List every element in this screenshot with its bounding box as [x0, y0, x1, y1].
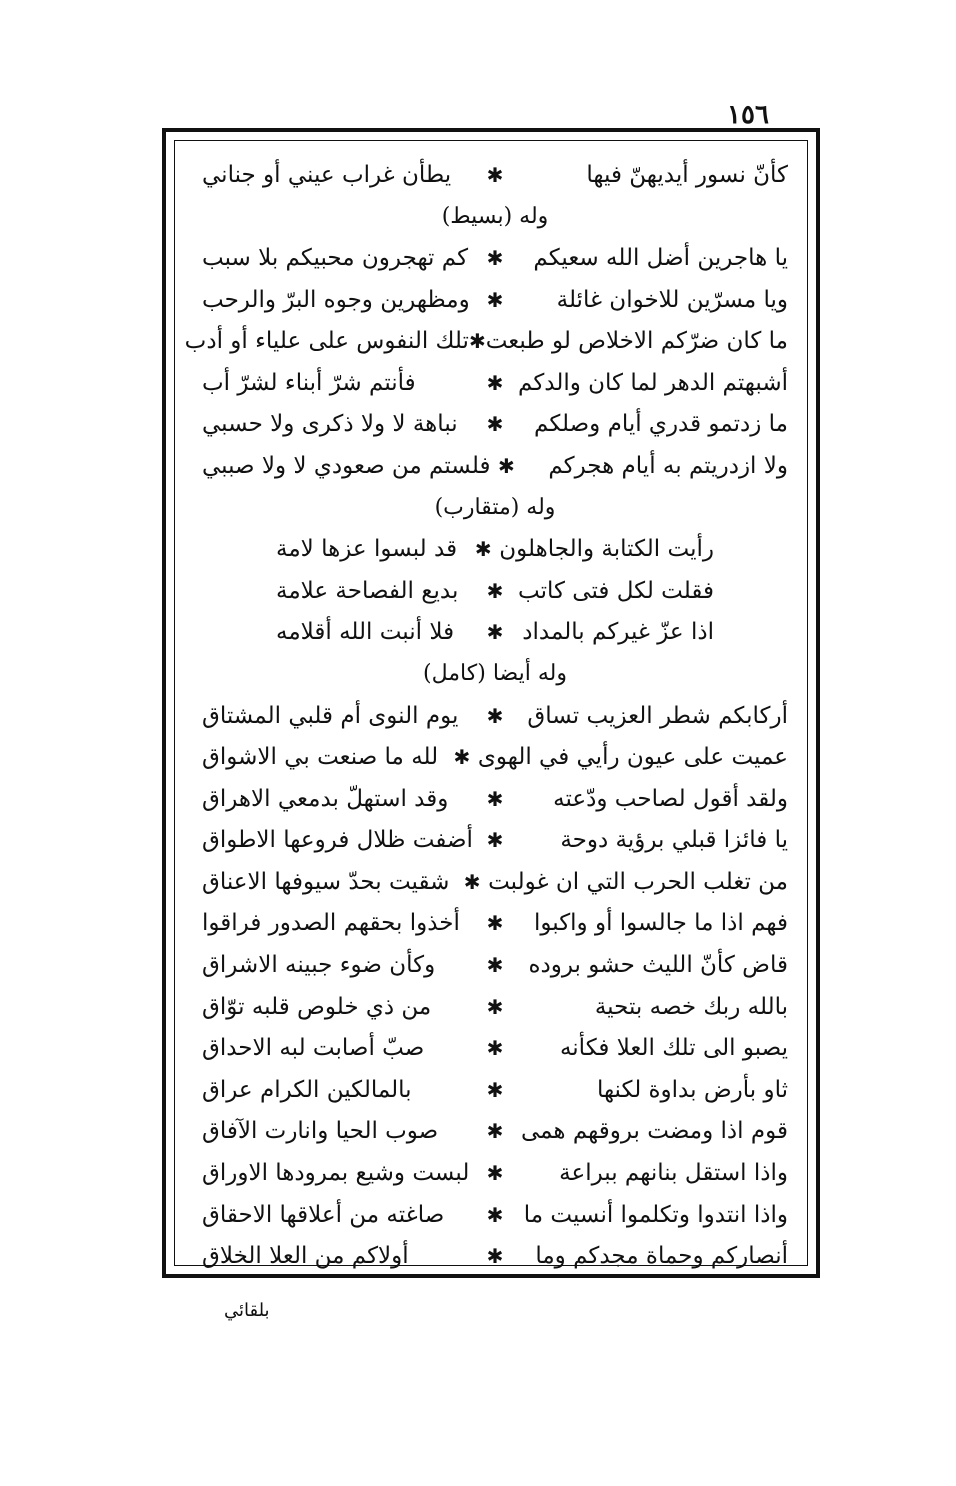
- verse-line: [202, 1235, 788, 1277]
- second-hemistich: صبّ أصابت لبه الاحداق: [202, 1035, 425, 1062]
- first-hemistich: فهم اذا ما جالسوا أو واكبوا: [534, 910, 788, 937]
- verse-line: [202, 570, 788, 612]
- second-hemistich: أضفت ظلال فروعها الاطواق: [202, 827, 473, 854]
- verse-line: [202, 154, 788, 196]
- first-hemistich: من تغلب الحرب التي ان غولبت: [488, 868, 788, 895]
- catchword: بلقائي: [224, 1300, 270, 1321]
- asterisk-separator: ✱: [486, 412, 504, 437]
- verse-line: [202, 944, 788, 986]
- asterisk-separator: ✱: [486, 162, 504, 187]
- first-hemistich: قاض كأنّ الليث حشو بروده: [528, 952, 788, 979]
- asterisk-separator: ✱: [463, 869, 481, 894]
- verse-line: [202, 612, 788, 654]
- second-hemistich: ومظهرين وجوه البرّ والرحب: [202, 286, 470, 313]
- first-hemistich: قوم اذا ومضت بروقهم همى: [520, 1118, 788, 1145]
- second-hemistich: فلا أنبت الله أقلامه: [276, 619, 455, 646]
- first-hemistich: ثاو بأرض بداوة لكنها: [596, 1076, 788, 1103]
- second-hemistich: بديع الفصاحة علامة: [276, 577, 459, 604]
- second-hemistich: قد لبسوا عزها لامة: [276, 536, 458, 563]
- asterisk-separator: ✱: [486, 1244, 504, 1269]
- asterisk-separator: ✱: [468, 329, 486, 354]
- asterisk-separator: ✱: [486, 703, 504, 728]
- second-hemistich: وكأن ضوء جبينه الاشراق: [202, 952, 436, 979]
- asterisk-separator: ✱: [453, 745, 471, 770]
- verse-line: [184, 320, 788, 362]
- asterisk-separator: ✱: [498, 453, 515, 478]
- first-hemistich: أنصاركم وحماة مجدكم وما: [535, 1243, 788, 1270]
- verse-line: [202, 695, 788, 737]
- asterisk-separator: ✱: [486, 1202, 504, 1227]
- first-hemistich: رأيت الكتابة والجاهلون: [499, 536, 714, 563]
- verse-line: [202, 1152, 788, 1194]
- second-hemistich: من ذي خلوص قلبه توّاق: [202, 993, 432, 1020]
- verse-line: [202, 1069, 788, 1111]
- first-hemistich: ما زدتمو قدري أيام وصلكم: [534, 411, 788, 438]
- second-hemistich: لبست وشيع بمرودها الاوراق: [202, 1160, 470, 1187]
- first-hemistich: واذا استقل بنانهم ببراعة: [559, 1160, 788, 1187]
- verse-line: [202, 778, 788, 820]
- second-hemistich: شقيت بحدّ سيوفها الاعناق: [202, 868, 450, 895]
- second-hemistich: تلك النفوس على علياء أو أدب: [184, 328, 469, 355]
- asterisk-separator: ✱: [486, 1077, 504, 1102]
- first-hemistich: عميت على عيون رأيي في الهوى: [477, 744, 788, 771]
- asterisk-separator: ✱: [486, 287, 504, 312]
- page-number: ١٥٦: [727, 100, 769, 130]
- second-hemistich: فلستم من صعودي لا ولا صببي: [202, 452, 491, 479]
- verse-line: [202, 986, 788, 1028]
- first-hemistich: أشبهتم الدهر لما كان والدكم: [518, 369, 788, 396]
- verse-line: [202, 1111, 788, 1153]
- second-hemistich: لله ما صنعت بي الاشواق: [202, 744, 439, 771]
- verse-line: [202, 237, 788, 279]
- first-hemistich: ولا ازدريتم به أيام هجركم: [548, 452, 788, 479]
- second-hemistich: صاغته من أعلاقها الاحقاق: [202, 1201, 445, 1228]
- verse-line: [202, 362, 788, 404]
- verse-line: [202, 736, 788, 778]
- first-hemistich: اذا عزّ غيركم بالمداد: [522, 619, 714, 646]
- second-hemistich: يطأن غراب عيني أو جناني: [202, 161, 452, 188]
- verse-line: [202, 1027, 788, 1069]
- asterisk-separator: ✱: [486, 1036, 504, 1061]
- first-hemistich: كأنّ نسور أيديهنّ فيها: [586, 161, 788, 188]
- asterisk-separator: ✱: [486, 994, 504, 1019]
- first-hemistich: يا هاجرين أضل الله سعيكم: [533, 244, 788, 271]
- first-hemistich: ولقد أقول لصاحب ودّعته: [553, 785, 788, 812]
- verse-line: [202, 1194, 788, 1236]
- first-hemistich: ويا مسرّين للاخوان غائلة: [556, 286, 788, 313]
- section-heading: وله (متقارب): [434, 494, 556, 520]
- verse-line: [202, 528, 788, 570]
- first-hemistich: يصبو الى تلك العلا فكأنه: [559, 1035, 788, 1062]
- verse-line: [202, 861, 788, 903]
- verse-line: [202, 820, 788, 862]
- verse-line: [202, 903, 788, 945]
- asterisk-separator: ✱: [486, 828, 504, 853]
- second-hemistich: فأنتم شرّ أبناء لشرّ أب: [202, 369, 416, 396]
- first-hemistich: يا فائزا قبلي برؤية دوحة: [560, 827, 788, 854]
- verse-line: [202, 445, 788, 487]
- verse-line: [202, 279, 788, 321]
- second-hemistich: كم تهجرون محبيكم بلا سبب: [202, 244, 469, 271]
- second-hemistich: أخذوا بحقهم الصدور فراقوا: [202, 910, 460, 937]
- second-hemistich: يوم النوى أم قلبي المشتاق: [202, 702, 459, 729]
- asterisk-separator: ✱: [486, 578, 504, 603]
- section-heading: وله (بسيط): [441, 203, 549, 229]
- section-heading: وله أيضا (كامل): [423, 661, 567, 687]
- first-hemistich: واذا انتدوا وتكلموا أنسيت ما: [523, 1201, 788, 1228]
- first-hemistich: بالله ربك خصه بتحية: [594, 993, 788, 1020]
- asterisk-separator: ✱: [486, 953, 504, 978]
- first-hemistich: أركابكم شطر العزيب تساق: [527, 702, 788, 729]
- first-hemistich: ما كان ضرّكم الاخلاص لو طبعت: [485, 328, 788, 355]
- verse-line: [202, 404, 788, 446]
- second-hemistich: نباهة لا ولا ذكرى ولا حسبي: [202, 411, 458, 438]
- asterisk-separator: ✱: [486, 786, 504, 811]
- asterisk-separator: ✱: [486, 911, 504, 936]
- poem-text: [184, 154, 788, 1270]
- asterisk-separator: ✱: [486, 1119, 504, 1144]
- page-border: [162, 128, 820, 1278]
- second-hemistich: صوب الحيا وانارت الآفاق: [202, 1118, 439, 1145]
- asterisk-separator: ✱: [486, 370, 504, 395]
- asterisk-separator: ✱: [474, 537, 492, 562]
- second-hemistich: بالمالكين الكرام عراق: [202, 1076, 412, 1103]
- second-hemistich: أولاكم من العلا الخلاق: [202, 1243, 409, 1270]
- asterisk-separator: ✱: [486, 245, 504, 270]
- asterisk-separator: ✱: [486, 1161, 504, 1186]
- first-hemistich: فقلت لكل فتى كاتب: [518, 577, 714, 604]
- asterisk-separator: ✱: [486, 620, 504, 645]
- second-hemistich: وقد استهلّ بدمعي الاهراق: [202, 785, 449, 812]
